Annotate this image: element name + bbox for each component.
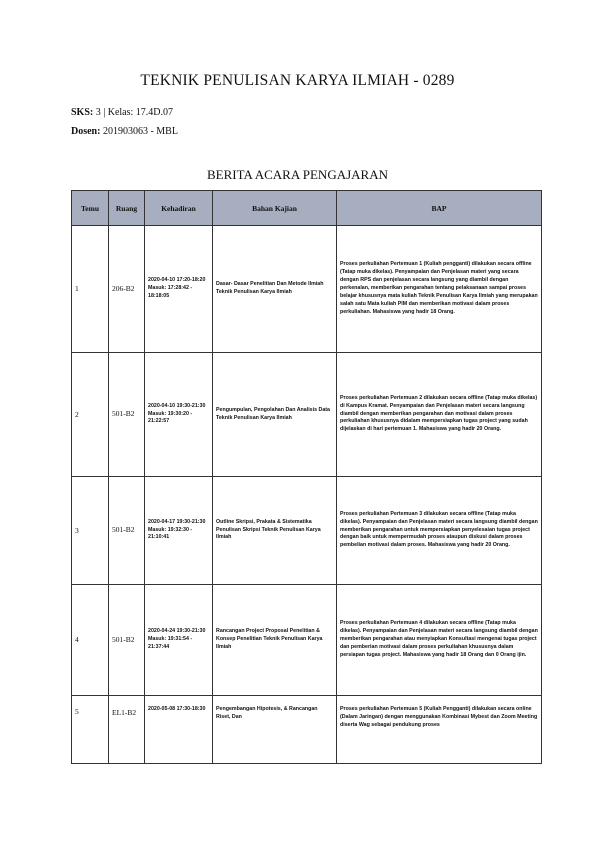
bap-text: Proses perkuliahan Pertemuan 2 dilakukan secara offline (Tatap muka dikelas) di Kampus Kramat. Penyampaian dan Penjelasan materi secara langsung diambil dengan memberikan pengarahan dan motivasi dalam proses perkuliahan khususnya didalam mempersiapkan tugas project yang sudah dijelaskan di hari pertemuan 1. Mahasiswa yang hadir 20 Orang.: [340, 394, 538, 433]
attendance-text: 2020-05-08 17:30-18:30: [148, 706, 206, 712]
room: 501-B2: [109, 585, 145, 696]
lecturer-info: [71, 126, 178, 137]
study-material: [213, 477, 337, 585]
bap-cell: [337, 477, 542, 585]
column-header-bap: BAP: [337, 191, 542, 226]
study-material-text: Outline Skripsi, Prakata & Sistematika Penulisan Skripsi Teknik Penulisan Karya Ilmiah: [216, 518, 321, 541]
bap-cell: [337, 226, 542, 353]
meeting-number: 4: [72, 585, 109, 696]
attendance: [145, 696, 213, 764]
study-material-text: Rancangan Project Proposal Penelitian & Konsep Penelitian Teknik Penulisan Karya Ilmiah: [216, 628, 323, 650]
column-header-kehadiran: Kehadiran: [145, 191, 213, 226]
bap-text: Proses perkuliahan Pertemuan 4 dilakukan secara offline (Tatap muka dikelas). Penyampaian dan Penjelasan materi secara langsung diambil dengan memberikan pengarahan atau menyiapkan Konsultasi mengenai tugas project dan pemberian motivasi dalam proses perkuliahan khususnya dalam persiapan tugas project. Mahasiswa yang hadir 18 Orang dan 0 Orang ijin.: [340, 620, 538, 658]
study-material: [213, 585, 337, 696]
attendance: [145, 585, 213, 696]
meeting-number: 1: [72, 226, 109, 353]
meeting-number: 5: [72, 696, 109, 764]
table-row: [72, 353, 542, 477]
study-material: [213, 696, 337, 764]
attendance-text: 2020-04-24 19:30-21:30 Masuk: 19:31:54 - 21:37:44: [148, 628, 206, 650]
sks-class-info: [71, 107, 173, 118]
dosen-label: Dosen:: [71, 126, 101, 137]
table-row: [72, 696, 542, 764]
sks-value: 3 | Kelas: 17.4D.07: [95, 107, 174, 118]
teaching-record-table: [71, 190, 542, 764]
study-material: [213, 226, 337, 353]
study-material-text: Pengembangan Hipotesis, & Rancangan Riset, Dan: [216, 706, 318, 720]
attendance: [145, 477, 213, 585]
table-header-row: [72, 191, 542, 226]
section-title: BERITA ACARA PENGAJARAN: [207, 167, 388, 182]
attendance-text: 2020-04-10 19:30-21:30 Masuk: 19:30:20 - 21:22:57: [148, 402, 206, 425]
sks-label: SKS:: [71, 107, 94, 118]
bap-text: Proses perkuliahan Pertemuan 3 dilakukan secara offline (Tatap muka dikelas). Penyampaian dan Penjelasan materi secara langsung diambil dengan memberikan pengarahan untuk mempersiapkan penyelesaian tugas project dengan baik untuk mempermudah proses ataupun diskusi dalam proses pembelian motivasi dalam proses. Mahasiswa yang hadir 20 Orang.: [340, 510, 538, 549]
page-title: TEKNIK PENULISAN KARYA ILMIAH - 0289: [140, 72, 455, 89]
bap-cell: [337, 353, 542, 477]
meeting-number: 3: [72, 477, 109, 585]
study-material: [213, 353, 337, 477]
attendance: [145, 226, 213, 353]
column-header-ruang: Ruang: [109, 191, 145, 226]
bap-cell: [337, 696, 542, 764]
bap-cell: [337, 585, 542, 696]
room: 501-B2: [109, 477, 145, 585]
table-row: [72, 477, 542, 585]
room: EL1-B2: [109, 696, 145, 764]
column-header-bahan-kajian: Bahan Kajian: [213, 191, 337, 226]
attendance: [145, 353, 213, 477]
table-row: [72, 585, 542, 696]
column-header-temu: Temu: [72, 191, 109, 226]
study-material-text: Pengumpulan, Pengolahan Dan Analisis Data Teknik Penulisan Karya Ilmiah: [216, 406, 331, 421]
bap-text: Proses perkuliahan Pertemuan 1 (Kuliah pengganti) dilakukan secara offline (Tatap muka dikelas). Penyampaian dan Penjelasan materi yang secara dengan RPS dan penjelasan secara langsung yang diambil dengan perkenalan, memberikan pengarahan tentang pelaksanaan sampai proses belajar khususnya mata kuliah Teknik Penulisan Karya Ilmiah yang merupakan salah satu Mata kuliah PIM dan memberikan motivasi dalam proses perkuliahan. Mahasiswa yang hadir 18 Orang.: [340, 261, 538, 315]
room: 206-B2: [109, 226, 145, 353]
study-material-text: Dasar- Dasar Penelitian Dan Metode Ilmiah Teknik Penulisan Karya Ilmiah: [216, 281, 324, 295]
bap-text: Proses perkuliahan Pertemuan 5 (Kuliah Pengganti) dilakukan secara online (Dalam Jaringan) dengan menggunakan Kombinasi Mybest dan Zoom Meeting diserta Wag sebagai pendukung proses: [340, 706, 538, 728]
meeting-number: 2: [72, 353, 109, 477]
room: 501-B2: [109, 353, 145, 477]
attendance-text: 2020-04-17 19:30-21:30 Masuk: 19:32:30 - 21:10:41: [148, 518, 206, 541]
dosen-value: 201903063 - MBL: [102, 126, 178, 137]
table-row: [72, 226, 542, 353]
attendance-text: 2020-04-10 17:20-18:20 Masuk: 17:28:42 - 18:18:05: [148, 277, 206, 299]
